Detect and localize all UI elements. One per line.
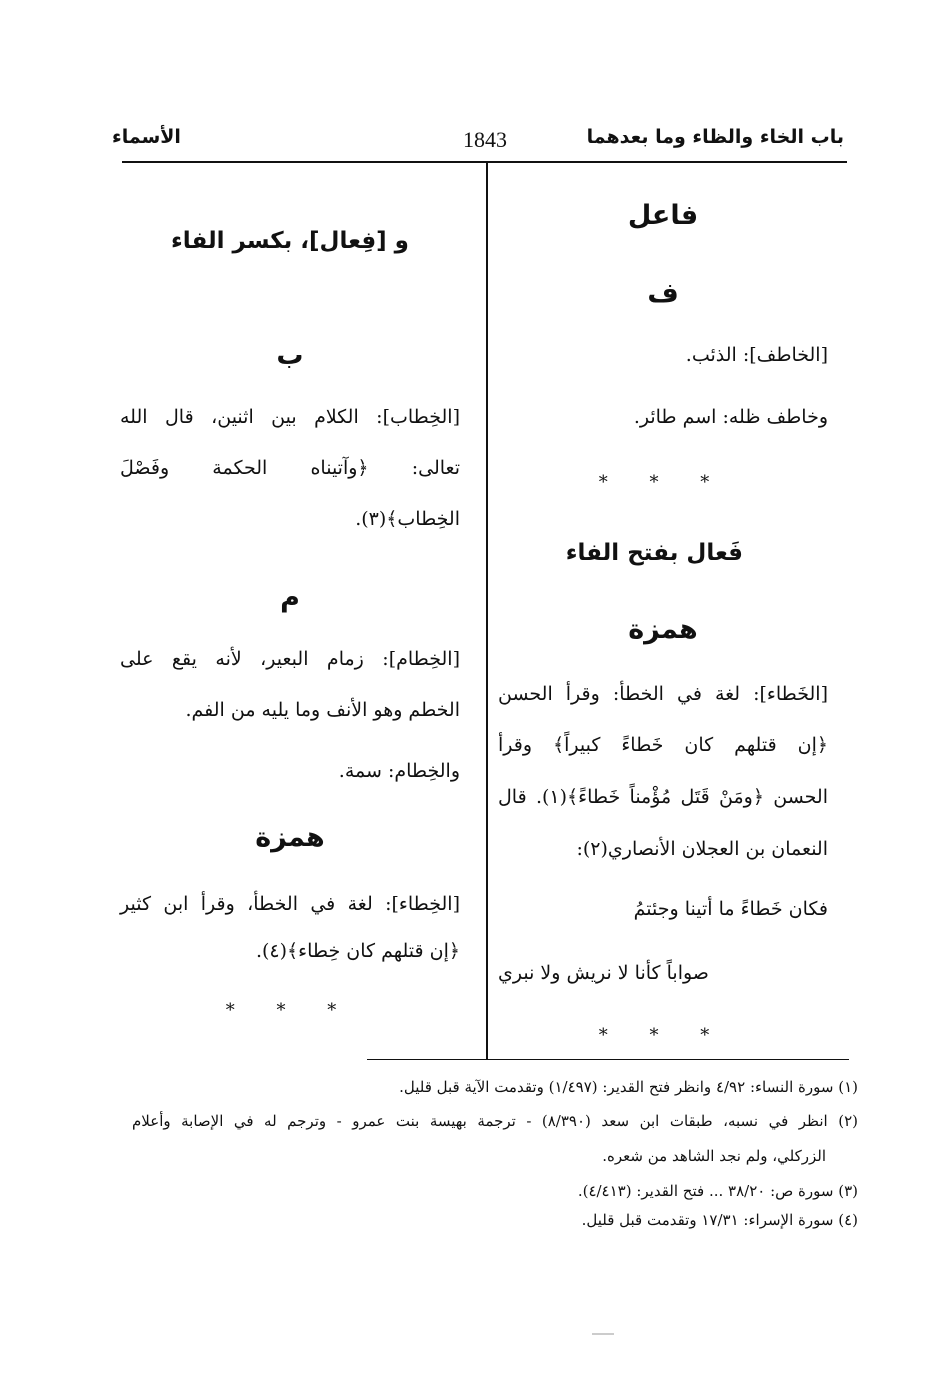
entry-khataa-line: الحسن ﴿ومَنْ قَتَل مُؤْمناً خَطاءً﴾(١). قال [498, 786, 828, 808]
poetry-verse: فكان خَطاءً ما أتينا وجئتمُ [633, 898, 828, 920]
entry-khitab-line: تعالى: ﴿وآتيناه الحكمة وفَصْلَ [120, 457, 460, 479]
footnote: (١) سورة النساء: ٤/٩٢ وانظر فتح القدير: (١/٤٩٧) وتقدمت الآية قبل قليل. [399, 1078, 858, 1096]
letter-heading-hamza: همزة [628, 614, 698, 645]
footnote-continuation: الزركلي، ولم نجد الشاهد من شعره. [602, 1147, 826, 1165]
letter-heading-fa: ف [647, 278, 679, 309]
poetry-verse: صواباً كأنا لا نريش ولا نبري [498, 962, 709, 984]
column-divider [486, 163, 488, 1060]
letter-heading-hamza: همزة [255, 822, 325, 853]
running-header-section: الأسماء [112, 126, 181, 148]
footnote: (٤) سورة الإسراء: ١٧/٣١ وتقدمت قبل قليل. [581, 1211, 858, 1229]
entry-khatif-zillih: وخاطف ظله: اسم طائر. [633, 406, 828, 428]
pattern-heading-faail: فاعل [627, 200, 699, 231]
running-header-chapter: باب الخاء والظاء وما بعدهما [586, 126, 844, 148]
page-number: 1843 [463, 127, 507, 152]
entry-khitam-line: [الخِطام]: زمام البعير، لأنه يقع على [120, 648, 460, 670]
entry-khataa-line: النعمان بن العجلان الأنصاري(٢): [576, 838, 828, 860]
entry-khitaa-line: [الخِطاء]: لغة في الخطأ، وقرأ ابن كثير [120, 893, 460, 915]
entry-khatif: [الخاطف]: الذئب. [685, 344, 828, 366]
footnote: (٣) سورة ص: ٣٨/٢٠ ... فتح القدير: (٤/٤١٣). [577, 1182, 858, 1200]
entry-khitaa-line: ﴿إن قتلهم كان خِطاء﴾(٤). [255, 940, 460, 962]
header-rule [122, 161, 847, 163]
entry-khitab-line: الخِطاب﴾(٣). [355, 508, 460, 530]
section-separator-stars: * * * [225, 1000, 355, 1021]
footnote: (٢) انظر في نسبه، طبقات ابن سعد (٨/٣٩٠) - ترجمة بهيسة بنت عمرو - وترجم له في الإصابة وأعلام [132, 1112, 858, 1130]
entry-khitab-line: [الخِطاب]: الكلام بين اثنين، قال الله [120, 406, 460, 428]
letter-heading-mim: م [280, 582, 300, 613]
entry-khitam-sima: والخِطام: سمة. [338, 760, 460, 782]
letter-heading-ba: ب [276, 340, 304, 371]
scan-mark [592, 1333, 614, 1335]
entry-khataa-line: [الخَطاء]: لغة في الخطأ: وقرأ الحسن [498, 683, 828, 705]
pattern-heading-faal: فَعال بفتح الفاء [565, 540, 743, 566]
entry-khataa-line: ﴿إن قتلهم كان خَطاءً كبيراً﴾ وقرأ [498, 734, 828, 756]
pattern-heading-fial: و [فِعال]، بكسر الفاء [171, 228, 409, 254]
entry-khitam-line: الخطم وهو الأنف وما يليه من الفم. [185, 699, 460, 721]
section-separator-stars: * * * [598, 1025, 728, 1046]
section-separator-stars: * * * [598, 472, 728, 493]
footnote-rule [367, 1059, 849, 1060]
